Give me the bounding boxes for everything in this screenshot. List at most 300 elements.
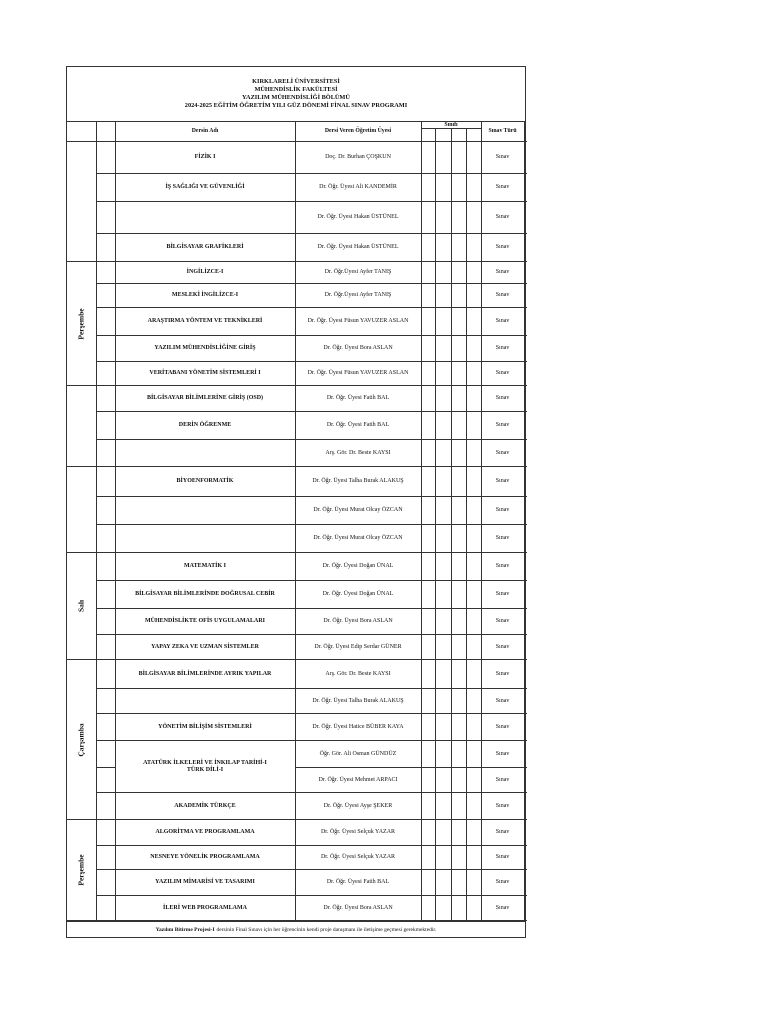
time-cell: [96, 741, 115, 768]
class-cell: [451, 262, 466, 284]
exam-type: Sınav: [481, 467, 524, 497]
spare-cell: [524, 262, 527, 284]
course-name: BİYOENFORMATİK: [115, 467, 295, 497]
class-cell: [435, 412, 451, 440]
instructor-name: Öğr. Gör. Ali Osman GÜNDÜZ: [295, 741, 421, 768]
class-cell: [466, 846, 481, 870]
class-cell: [451, 635, 466, 660]
class-cell: [421, 174, 435, 202]
class-cell: [466, 689, 481, 714]
table-row: [67, 896, 527, 921]
instructor-name: Dr. Öğr. Üyesi Hakan ÜSTÜNEL: [295, 234, 421, 262]
day-cell: [67, 660, 96, 820]
class-cell: [466, 741, 481, 768]
spare-cell: [524, 386, 527, 412]
day-cell: [67, 820, 96, 921]
class-cell: [421, 689, 435, 714]
table-row: [67, 234, 527, 262]
class-cell: [451, 581, 466, 609]
class-cell: [421, 142, 435, 174]
class-cell: [466, 467, 481, 497]
class-cell: [435, 689, 451, 714]
time-cell: [96, 262, 115, 284]
day-label: Salı: [76, 599, 86, 613]
instructor-name: Dr. Öğr. Üyesi Doğan ÜNAL: [295, 553, 421, 581]
table-row: [67, 553, 527, 581]
instructor-name: Dr. Öğr.Üyesi Ayfer TANIŞ: [295, 284, 421, 308]
table-row: [67, 846, 527, 870]
course-name: [115, 202, 295, 234]
program-title: 2024-2025 EĞİTİM ÖĞRETİM YILI GÜZ DÖNEMİ FİNAL SINAV PROGRAMI: [184, 102, 408, 109]
spare-cell: [524, 336, 527, 362]
time-cell: [96, 846, 115, 870]
instructor-name: Dr. Öğr. Üyesi Füsun YAVUZER ASLAN: [295, 308, 421, 336]
spare-cell: [524, 284, 527, 308]
table-row: [67, 741, 527, 768]
course-column-header: Dersin Adı: [115, 122, 295, 142]
class-cell: [466, 820, 481, 846]
class-cell: [421, 362, 435, 386]
spare-cell: [524, 412, 527, 440]
class-cell: [451, 362, 466, 386]
class-cell: [466, 553, 481, 581]
exam-type: Sınav: [481, 262, 524, 284]
table-row: [67, 284, 527, 308]
class-cell: [421, 440, 435, 467]
department-name: YAZILIM MÜHENDİSLİĞİ BÖLÜMÜ: [242, 94, 350, 101]
instructor-name: Dr. Öğr. Üyesi Hatice BÜBER KAYA: [295, 714, 421, 741]
instructor-name: Dr. Öğr. Üyesi Edip Serdar GÜNER: [295, 635, 421, 660]
exam-type: Sınav: [481, 412, 524, 440]
class-cell: [466, 234, 481, 262]
class-cell: [466, 202, 481, 234]
class-cell: [466, 609, 481, 635]
spare-cell: [524, 234, 527, 262]
course-name: BİLGİSAYAR GRAFİKLERİ: [115, 234, 295, 262]
exam-type: Sınav: [481, 284, 524, 308]
footer-course-name: Yazılım Bitirme Projesi-I: [155, 926, 215, 933]
class-cell: [451, 336, 466, 362]
time-cell: [96, 768, 115, 793]
class-cell: [435, 609, 451, 635]
table-row: [67, 142, 527, 174]
class-cell: [421, 553, 435, 581]
spare-cell: [524, 362, 527, 386]
class-cell: [421, 308, 435, 336]
table-row: [67, 308, 527, 336]
exam-schedule-sheet: [66, 66, 526, 938]
course-name: NESNEYE YÖNELİK PROGRAMLAMA: [115, 846, 295, 870]
instructor-name: Dr. Öğr. Üyesi Hakan ÜSTÜNEL: [295, 202, 421, 234]
exam-type: Sınav: [481, 714, 524, 741]
class-cell: [435, 142, 451, 174]
instructor-name: Dr. Öğr. Üyesi Talha Burak ALAKUŞ: [295, 467, 421, 497]
spare-cell: [524, 581, 527, 609]
class-cell: [451, 284, 466, 308]
exam-type-column-header: Sınav Türü: [481, 122, 524, 142]
course-name: VERİTABANI YÖNETİM SİSTEMLERİ I: [115, 362, 295, 386]
instructor-name: Dr. Öğr. Üyesi Bora ASLAN: [295, 336, 421, 362]
schedule-table: [67, 122, 527, 921]
time-cell: [96, 142, 115, 174]
exam-type: Sınav: [481, 440, 524, 467]
time-cell: [96, 714, 115, 741]
footer-text: dersinin Final Sınavı için her öğrencinin kendi proje danışmanı ile iletişime geçmesi gerekmektedir.: [216, 926, 437, 933]
instructor-name: Arş. Gör. Dr. Beste KAYSI: [295, 440, 421, 467]
course-name: BİLGİSAYAR BİLİMLERİNE GİRİŞ (OSD): [115, 386, 295, 412]
table-row: [67, 714, 527, 741]
class-cell: [451, 768, 466, 793]
class-cell: [451, 553, 466, 581]
day-label: Perşembe: [76, 307, 86, 340]
course-name: MATEMATİK I: [115, 553, 295, 581]
class-cell: [435, 234, 451, 262]
exam-type: Sınav: [481, 525, 524, 553]
instructor-column-header: Dersi Veren Öğretim Üyesi: [295, 122, 421, 142]
class-cell: [421, 467, 435, 497]
class-cell: [435, 793, 451, 820]
university-name: KIRKLARELİ ÜNİVERSİTESİ: [252, 78, 340, 85]
time-cell: [96, 896, 115, 921]
time-cell: [96, 609, 115, 635]
class-cell: [421, 336, 435, 362]
table-row: [67, 412, 527, 440]
exam-type: Sınav: [481, 689, 524, 714]
class-cell: [451, 142, 466, 174]
time-cell: [96, 308, 115, 336]
footer-note: [67, 921, 525, 937]
time-cell: [96, 467, 115, 497]
class-cell: [451, 467, 466, 497]
course-name: BİLGİSAYAR BİLİMLERİNDE AYRIK YAPILAR: [115, 660, 295, 689]
class-cell: [466, 497, 481, 525]
class-cell: [466, 362, 481, 386]
class-cell: [435, 635, 451, 660]
class-cell: [451, 386, 466, 412]
class-cell: [435, 362, 451, 386]
class-cell: [451, 820, 466, 846]
time-cell: [96, 870, 115, 896]
spare-cell: [524, 440, 527, 467]
exam-type: Sınav: [481, 846, 524, 870]
class-cell: [466, 284, 481, 308]
exam-type: Sınav: [481, 142, 524, 174]
class-cell: [466, 870, 481, 896]
table-row: [67, 467, 527, 497]
course-name: İŞ SAĞLIĞI VE GÜVENLİĞİ: [115, 174, 295, 202]
class-cell: [435, 525, 451, 553]
class-cell: [421, 581, 435, 609]
table-row: [67, 581, 527, 609]
instructor-name: Doç. Dr. Burhan ÇOŞKUN: [295, 142, 421, 174]
table-row: [67, 386, 527, 412]
exam-type: Sınav: [481, 609, 524, 635]
instructor-name: Dr. Öğr. Üyesi Selçuk YAZAR: [295, 846, 421, 870]
class-cell: [421, 793, 435, 820]
table-row: [67, 820, 527, 846]
day-cell: [67, 142, 96, 262]
time-column-header: [96, 122, 115, 142]
class-cell: [466, 793, 481, 820]
table-row: [67, 525, 527, 553]
class-cell: [451, 660, 466, 689]
instructor-name: Dr. Öğr. Üyesi Bora ASLAN: [295, 896, 421, 921]
table-row: [67, 262, 527, 284]
instructor-name: Dr. Öğr. Üyesi Talha Burak ALAKUŞ: [295, 689, 421, 714]
class-cell: [421, 284, 435, 308]
course-name: MESLEKİ İNGİLİZCE-I: [115, 284, 295, 308]
class-cell: [421, 525, 435, 553]
class-3-header: [451, 129, 466, 142]
course-name: [115, 440, 295, 467]
class-cell: [451, 689, 466, 714]
course-name: ALGORİTMA VE PROGRAMLAMA: [115, 820, 295, 846]
class-cell: [466, 386, 481, 412]
class-cell: [466, 174, 481, 202]
course-name-line: TÜRK DİLİ-I: [186, 766, 224, 773]
class-cell: [421, 896, 435, 921]
instructor-name: Dr. Öğr. Üyesi Doğan ÜNAL: [295, 581, 421, 609]
class-cell: [435, 553, 451, 581]
spare-cell: [524, 820, 527, 846]
class-cell: [435, 846, 451, 870]
class-cell: [466, 412, 481, 440]
class-cell: [451, 440, 466, 467]
time-cell: [96, 362, 115, 386]
spare-cell: [524, 497, 527, 525]
exam-type: Sınav: [481, 635, 524, 660]
class-cell: [435, 284, 451, 308]
time-cell: [96, 202, 115, 234]
time-cell: [96, 284, 115, 308]
class-cell: [421, 820, 435, 846]
exam-type: Sınav: [481, 202, 524, 234]
instructor-name: Dr. Öğr. Üyesi Selçuk YAZAR: [295, 820, 421, 846]
course-name: DERİN ÖĞRENME: [115, 412, 295, 440]
instructor-name: Dr. Öğr. Üyesi Murat Olcay ÖZCAN: [295, 497, 421, 525]
time-cell: [96, 412, 115, 440]
course-name: YAPAY ZEKA VE UZMAN SİSTEMLER: [115, 635, 295, 660]
exam-type: Sınav: [481, 386, 524, 412]
table-row: [67, 660, 527, 689]
course-name-line: ATATÜRK İLKELERİ VE İNKILAP TARİHİ-I: [143, 759, 267, 766]
class-cell: [451, 525, 466, 553]
class-cell: [451, 497, 466, 525]
class-cell: [451, 741, 466, 768]
course-name: [115, 497, 295, 525]
day-label: Çarşamba: [76, 722, 86, 757]
table-row: [67, 336, 527, 362]
course-name: İNGİLİZCE-I: [115, 262, 295, 284]
spare-cell: [524, 660, 527, 689]
time-cell: [96, 553, 115, 581]
class-cell: [435, 497, 451, 525]
faculty-name: MÜHENDİSLİK FAKÜLTESİ: [254, 86, 338, 93]
class-2-header: [435, 129, 451, 142]
time-cell: [96, 820, 115, 846]
exam-type: Sınav: [481, 581, 524, 609]
class-cell: [435, 820, 451, 846]
time-cell: [96, 386, 115, 412]
exam-type: Sınav: [481, 870, 524, 896]
class-cell: [466, 896, 481, 921]
instructor-name: Dr. Öğr. Üyesi Fatih BAL: [295, 870, 421, 896]
course-name: FİZİK I: [115, 142, 295, 174]
class-cell: [466, 714, 481, 741]
exam-type: Sınav: [481, 793, 524, 820]
spare-cell: [524, 870, 527, 896]
table-row: [67, 609, 527, 635]
class-cell: [466, 660, 481, 689]
course-name: ARAŞTIRMA YÖNTEM VE TEKNİKLERİ: [115, 308, 295, 336]
day-cell: [67, 386, 96, 467]
instructor-name: Dr. Öğr. Üyesi Fatih BAL: [295, 386, 421, 412]
exam-type: Sınav: [481, 174, 524, 202]
class-cell: [421, 714, 435, 741]
class-cell: [435, 581, 451, 609]
course-name: YAZILIM MİMARİSİ VE TASARIMI: [115, 870, 295, 896]
class-cell: [421, 846, 435, 870]
class-cell: [421, 497, 435, 525]
exam-type: Sınav: [481, 234, 524, 262]
time-cell: [96, 635, 115, 660]
spare-cell: [524, 741, 527, 768]
table-row: [67, 635, 527, 660]
class-cell: [435, 202, 451, 234]
class-cell: [451, 609, 466, 635]
spare-cell: [524, 714, 527, 741]
table-row: [67, 174, 527, 202]
class-cell: [451, 202, 466, 234]
instructor-name: Arş. Gör. Dr. Beste KAYSI: [295, 660, 421, 689]
exam-type: Sınav: [481, 336, 524, 362]
course-name: [115, 689, 295, 714]
class-cell: [451, 714, 466, 741]
class-cell: [451, 174, 466, 202]
class-cell: [451, 308, 466, 336]
class-cell: [421, 202, 435, 234]
table-row: [67, 440, 527, 467]
time-cell: [96, 525, 115, 553]
time-cell: [96, 174, 115, 202]
class-cell: [451, 870, 466, 896]
time-cell: [96, 440, 115, 467]
class-cell: [435, 660, 451, 689]
spare-cell: [524, 467, 527, 497]
class-cell: [421, 386, 435, 412]
exam-type: Sınav: [481, 896, 524, 921]
class-cell: [435, 870, 451, 896]
exam-type: Sınav: [481, 660, 524, 689]
class-cell: [435, 741, 451, 768]
day-label: Perşembe: [76, 854, 86, 886]
day-cell: [67, 262, 96, 386]
class-cell: [435, 262, 451, 284]
instructor-name: Dr. Öğr. Üyesi Ali KANDEMİR: [295, 174, 421, 202]
exam-type: Sınav: [481, 553, 524, 581]
day-cell: [67, 553, 96, 660]
spare-column-header: [524, 122, 527, 142]
spare-cell: [524, 142, 527, 174]
course-name: MÜHENDİSLİKTE OFİS UYGULAMALARI: [115, 609, 295, 635]
spare-cell: [524, 525, 527, 553]
instructor-name: Dr. Öğr.Üyesi Ayfer TANIŞ: [295, 262, 421, 284]
exam-type: Sınav: [481, 362, 524, 386]
course-name: İLERİ WEB PROGRAMLAMA: [115, 896, 295, 921]
table-row: [67, 870, 527, 896]
course-name: YÖNETİM BİLİŞİM SİSTEMLERİ: [115, 714, 295, 741]
class-cell: [466, 262, 481, 284]
exam-type: Sınav: [481, 820, 524, 846]
time-cell: [96, 497, 115, 525]
day-cell: [67, 467, 96, 553]
class-cell: [421, 870, 435, 896]
class-cell: [451, 793, 466, 820]
class-cell: [435, 308, 451, 336]
time-cell: [96, 234, 115, 262]
table-row: [67, 497, 527, 525]
time-cell: [96, 581, 115, 609]
class-column-header: Sınıfı: [421, 122, 481, 129]
spare-cell: [524, 553, 527, 581]
class-cell: [421, 412, 435, 440]
class-cell: [421, 635, 435, 660]
class-cell: [421, 741, 435, 768]
exam-type: Sınav: [481, 497, 524, 525]
time-cell: [96, 660, 115, 689]
class-cell: [451, 412, 466, 440]
class-4-header: [466, 129, 481, 142]
instructor-name: Dr. Öğr. Üyesi Bora ASLAN: [295, 609, 421, 635]
table-row: [67, 202, 527, 234]
course-name: [115, 741, 295, 793]
class-cell: [466, 440, 481, 467]
spare-cell: [524, 793, 527, 820]
spare-cell: [524, 308, 527, 336]
instructor-name: Dr. Öğr. Üyesi Mehmet ARPACI: [295, 768, 421, 793]
class-cell: [435, 336, 451, 362]
class-cell: [435, 768, 451, 793]
table-row: [67, 689, 527, 714]
day-column-header: [67, 122, 96, 142]
exam-type: Sınav: [481, 768, 524, 793]
instructor-name: Dr. Öğr. Üyesi Füsun YAVUZER ASLAN: [295, 362, 421, 386]
class-cell: [435, 440, 451, 467]
spare-cell: [524, 768, 527, 793]
spare-cell: [524, 174, 527, 202]
class-cell: [421, 609, 435, 635]
class-cell: [421, 262, 435, 284]
instructor-name: Dr. Öğr. Üyesi Murat Olcay ÖZCAN: [295, 525, 421, 553]
class-cell: [466, 308, 481, 336]
exam-type: Sınav: [481, 741, 524, 768]
document-header: [67, 67, 525, 122]
class-cell: [421, 768, 435, 793]
class-cell: [466, 142, 481, 174]
class-cell: [435, 386, 451, 412]
exam-type: Sınav: [481, 308, 524, 336]
class-cell: [466, 336, 481, 362]
class-cell: [421, 234, 435, 262]
spare-cell: [524, 846, 527, 870]
course-name: AKADEMİK TÜRKÇE: [115, 793, 295, 820]
course-name: [115, 525, 295, 553]
spare-cell: [524, 202, 527, 234]
class-cell: [435, 174, 451, 202]
class-cell: [466, 581, 481, 609]
class-cell: [466, 525, 481, 553]
class-cell: [466, 768, 481, 793]
